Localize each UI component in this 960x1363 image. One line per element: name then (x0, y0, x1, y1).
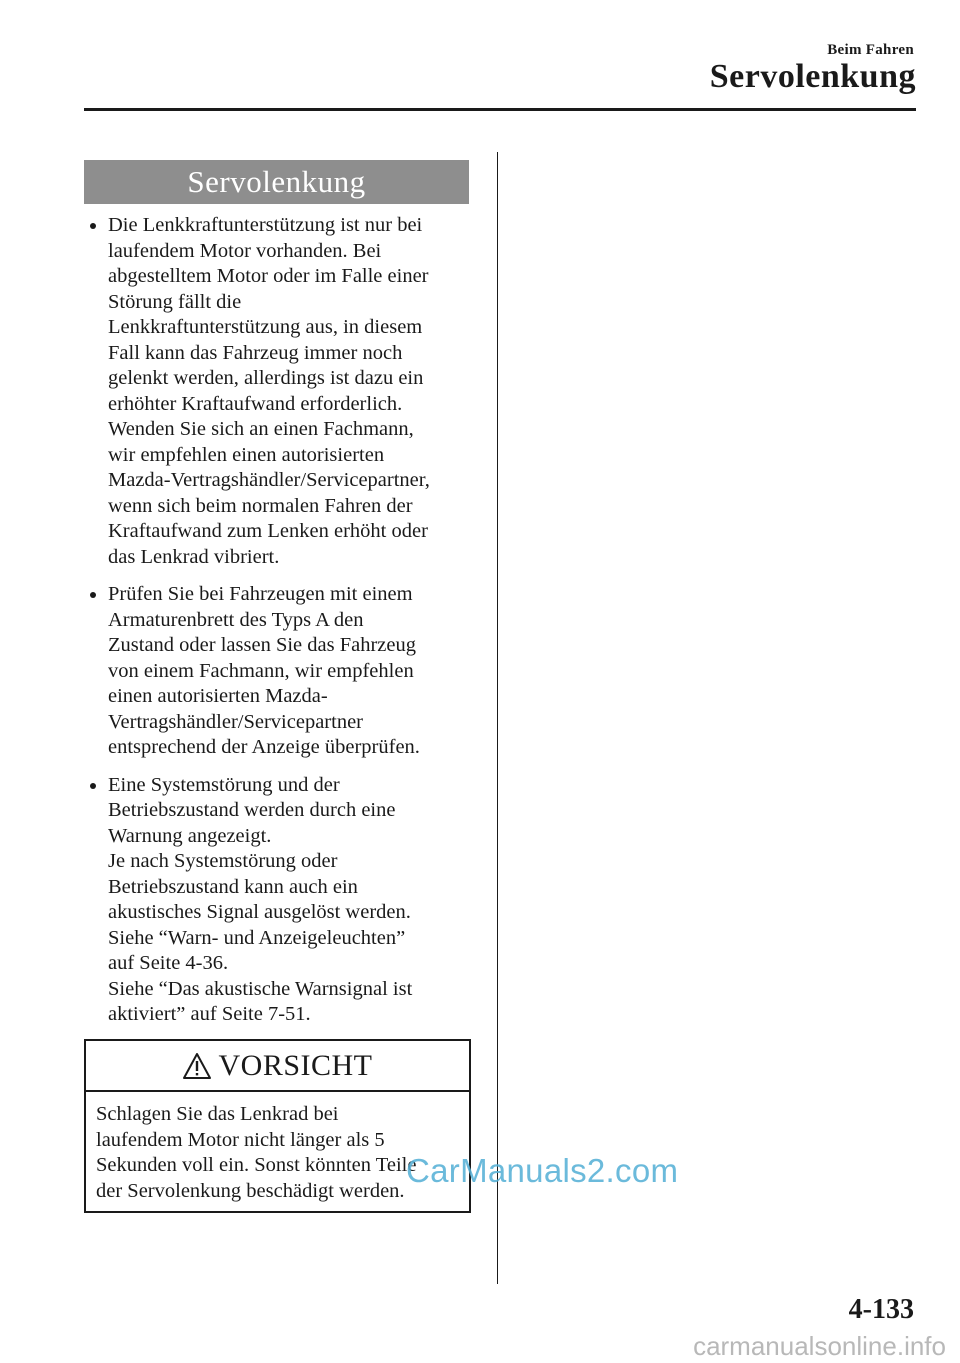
bullet-item (84, 213, 474, 570)
watermark: CarManuals2.com (406, 1152, 679, 1189)
text-line: Vertragshändler/Servicepartner (108, 710, 363, 733)
bullet-list (84, 213, 474, 1040)
text-line: erhöhter Kraftaufwand erforderlich. (108, 392, 403, 415)
text-line: Eine Systemstörung und der (108, 773, 340, 796)
text-line: Prüfen Sie bei Fahrzeugen mit einem (108, 583, 413, 605)
footer-url: carmanualsonline.info (693, 1331, 946, 1361)
text-line: Warnung angezeigt. (108, 824, 272, 847)
caution-line: Sekunden voll ein. Sonst könnten Teile (96, 1154, 417, 1176)
column-divider (497, 152, 498, 1284)
text-line: Kraftaufwand zum Lenken erhöht oder (108, 520, 428, 542)
text-line: wir empfehlen einen autorisierten (108, 443, 385, 466)
text-line: Mazda-Vertragshändler/Servicepartner, (108, 469, 430, 491)
text-line: von einem Fachmann, wir empfehlen (108, 659, 414, 682)
section-heading: Servolenkung (84, 160, 469, 204)
text-line: Je nach Systemstörung oder (108, 850, 338, 872)
text-line: entsprechend der Anzeige überprüfen. (108, 736, 420, 758)
text-line: Wenden Sie sich an einen Fachmann, (108, 418, 414, 440)
text-line: Lenkkraftunterstützung aus, in diesem (108, 316, 423, 338)
text-line: aktiviert” auf Seite 7-51. (108, 1003, 311, 1025)
text-line: einen autorisierten Mazda- (108, 685, 328, 707)
chapter-label: Beim Fahren (827, 42, 914, 58)
text-line: gelenkt werden, allerdings ist dazu ein (108, 367, 424, 389)
text-line: laufendem Motor vorhanden. Bei (108, 239, 382, 262)
text-line: Störung fällt die (108, 290, 242, 313)
text-line: Armaturenbrett des Typs A den (108, 608, 364, 631)
caution-title: VORSICHT (218, 1048, 373, 1082)
caution-line: Schlagen Sie das Lenkrad bei (96, 1103, 339, 1125)
text-line: das Lenkrad vibriert. (108, 545, 280, 568)
text-line: akustisches Signal ausgelöst werden. (108, 901, 411, 923)
bullet-item (84, 773, 474, 1028)
text-line: Fall kann das Fahrzeug immer noch (108, 341, 403, 364)
text-line: wenn sich beim normalen Fahren der (108, 494, 413, 517)
caution-header (86, 1041, 469, 1092)
page-title: Servolenkung (709, 58, 916, 95)
bullet-item (84, 582, 474, 761)
header-divider (84, 108, 916, 111)
warning-triangle-icon (182, 1052, 212, 1080)
text-line: auf Seite 4-36. (108, 952, 229, 974)
caution-line: der Servolenkung beschädigt werden. (96, 1179, 405, 1202)
text-line: Betriebszustand kann auch ein (108, 875, 358, 898)
text-line: Zustand oder lassen Sie das Fahrzeug (108, 634, 416, 656)
caution-line: laufendem Motor nicht länger als 5 (96, 1128, 385, 1151)
text-line: Siehe “Warn- und Anzeigeleuchten” (108, 926, 406, 949)
page-number: 4-133 (848, 1294, 914, 1325)
text-line: Betriebszustand werden durch eine (108, 799, 396, 821)
text-line: Siehe “Das akustische Warnsignal ist (108, 977, 413, 1000)
text-line: Die Lenkkraftunterstützung ist nur bei (108, 214, 423, 236)
text-line: abgestelltem Motor oder im Falle einer (108, 265, 429, 287)
